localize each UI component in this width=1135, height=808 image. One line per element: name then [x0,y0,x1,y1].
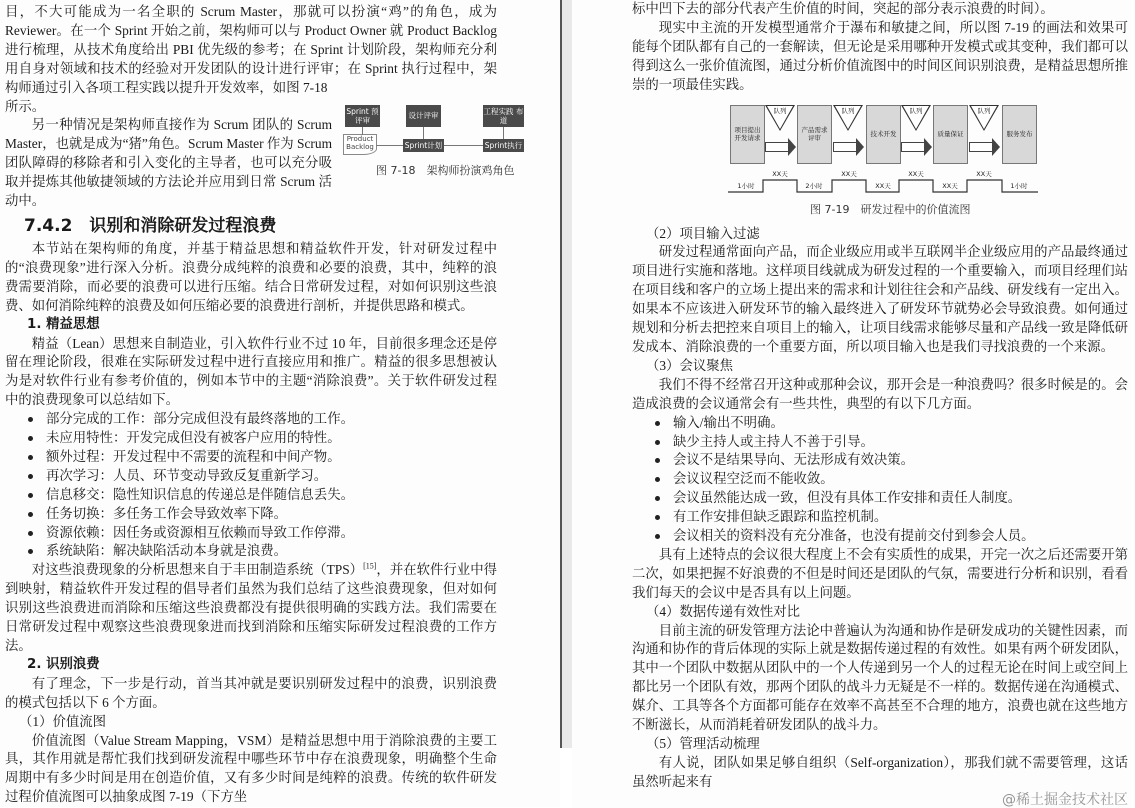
design-review-box: 设计评审 [406,105,441,127]
meeting-issues-list [632,414,1128,546]
citation: [15] [363,561,377,571]
figure-caption: 图 7-19 研发过程中的价值流图 [810,202,971,216]
paragraph: 本节站在架构师的角度，并基于精益思想和精益软件开发，针对研发过程中的“浪费现象”进行深入分析。浪费分成纯粹的浪费和必要的浪费，其中，纯粹的浪费需要消除，而必要的浪费可以进行压缩。结合日常研发过程，对如何识别这些浪费、如何消除纯粹的浪费及如何压缩必要的浪费进行剖析，并提供思路和模式。 [5,240,497,313]
paragraph: 我们不得不经常召开这种或那种会议，那开会是一种浪费吗？很多时候是的。会造成浪费的会议通常会有一些共性，典型的有以下几方面。 [632,376,1128,411]
queue-label: 队列 [841,106,855,115]
time-label: 1小时 [1010,181,1028,190]
sprint-exec-box: Sprint执行 [484,140,523,150]
list-item: 缺少主持人或主持人不善于引导。 [647,433,1128,452]
watermark: @稀土掘金技术社区 [1002,791,1128,808]
paragraph: 具有上述特点的会议很大程度上不会有实质性的成果，开完一次之后还需要开第二次，如果把握不好浪费的不但是时间还是团队的气氛，需要进行分析和识别，看看我们每天的会议中是否具有以上问题。 [632,546,1128,600]
figure-7-19 [700,99,1060,221]
paragraph: 研发过程通常面向产品，而企业级应用或半互联网半企业级应用的产品最终通过项目进行实施和落地。这样项目线就成为研发过程的一个重要输入，而项目经理们站在项目线和客户的立场上提出来的需求和计划往往会和产品线、研发线有一定出入。如果本不应该进入研发环节的输入最终进入了研发环节就势必会导致浪费。如何通过规划和分析去把控来自项目上的输入，让项目线需求能够尽量和产品线一致是降低研发成本、消除浪费的一个重要方面，所以项目输入也是我们寻找浪费的一个来源。 [632,244,1128,354]
left-page [0,0,560,807]
paragraph [5,561,497,656]
subheading: （2）项目输入过滤 [646,225,760,241]
list-item: 会议议程空泛而不能收敛。 [647,470,1128,489]
time-label: XX天 [875,181,891,190]
paragraph: 精益（Lean）思想来自制造业，引入软件行业不过 10 年，目前很多理念还是停留在理论阶段，很难在实际研发过程中进行直接应用和推广。精益的很多思想被认为是对软件行业有参考价值的，例如本节中的主题“消除浪费”。关于软件研发过程中的浪费现象可以总结如下。 [5,335,497,408]
process-box: 项目提出 开发请求 [730,105,765,164]
time-label: XX天 [908,169,924,178]
paragraph: 另一种情况是架构师直接作为 Scrum 团队的 Scrum Master，也就是成为“猪”角色。Scrum Master 作为 Scrum 团队障碍的移除者和引入变化的主导者，也可以充分吸取并提炼其他敏捷领域的方法论并应用到日常 Scrum 活动中。 [5,117,332,209]
queue-label: 队列 [977,106,991,115]
paragraph: 现实中主流的开发模型通常介于瀑布和敏捷之间，所以图 7-19 的画法和效果可能每个团队都有自己的一套解读，但无论是采用哪种开发模式或其变种，我们都可以得到这么一张价值流图，通过分析价值流图中的时间区间识别浪费，是精益思想所推崇的一项最佳实践。 [632,19,1128,92]
list-item: 任务切换：多任务工作会导致效率下降。 [20,505,497,524]
right-page [572,0,1135,808]
sprint-plan-box: Sprint计划 [404,140,443,150]
figure-caption: 图 7-18 架构师扮演鸡角色 [376,163,515,177]
paragraph: 有了理念，下一步是行动，首当其冲就是要识别研发过程中的浪费，识别浪费的模式包括以下 6 个方面。 [5,675,497,710]
paragraph: 目前主流的研发管理方法论中普遍认为沟通和协作是研发成功的关键性因素，而沟通和协作的背后体现的实际上就是数据传递过程的有效性。如果有两个研发团队，其中一个团队中数据从团队中的一个人传递到另一个人的过程无论在时间上或空间上都比另一个团队有效，那两个团队的战斗力无疑是不一样的。数据传递在沟通模式、媒介、工具等各个方面都可能存在效率不高甚至不合理的地方，浪费也就在这些地方不断滋长，从而消耗着研发团队的战斗力。 [632,622,1128,733]
time-label: XX天 [976,169,992,178]
sprint-prereview-box: Sprint 预评审 [346,106,379,125]
waste-list [5,410,497,561]
paragraph: 目，不大可能成为一名全职的 Scrum Master，那就可以扮演“鸡”的角色，成为 Reviewer。在一个 Sprint 开始之前，架构师可以与 Product Owner 就 Product Backlog 进行梳理，从技术角度给出 PBI 优先级的参考；在 Sprint 计划阶段，架构师充分利用自身对领域和技术的经验对开发团队的设计进行评审；在 Sprint 执行过程中，架构师通过引入各项工程实践以提升开发效率，如图 7-18 [5,4,497,95]
product-backlog-doc: Product Backlog [343,134,377,155]
list-item: 信息移交：隐性知识信息的传递总是伴随信息丢失。 [20,486,497,505]
list-item: 资源依赖：因任务或资源相互依赖而导致工作停滞。 [20,524,497,543]
process-box: 质量保证 [933,105,968,164]
list-item: 额外过程：开发过程中不需要的流程和中间产物。 [20,448,497,467]
time-label: 1小时 [737,181,755,190]
time-label: XX天 [942,181,958,190]
subheading: 1. 精益思想 [27,316,100,332]
paragraph: 标中凹下去的部分代表产生价值的时间，突起的部分表示浪费的时间）。 [632,1,1054,16]
list-item: 部分完成的工作：部分完成但没有最终落地的工作。 [20,410,497,429]
process-box: 技术开发 [866,105,901,164]
list-item: 未应用特性：开发完成但没有被客户应用的特性。 [20,429,497,448]
list-item: 系统缺陷：解决缺陷活动本身就是浪费。 [20,542,497,561]
list-item: 输入/输出不明确。 [647,414,1128,433]
subheading: 2. 识别浪费 [27,656,100,672]
subheading: （5）管理活动梳理 [646,736,760,751]
list-item: 会议虽然能达成一致，但没有具体工作安排和责任人制度。 [647,489,1128,508]
subheading: （3）会议聚焦 [646,357,734,373]
time-label: XX天 [841,169,857,178]
paragraph: 所示。 [5,98,46,114]
list-item: 会议不是结果导向、无法形成有效决策。 [647,451,1128,470]
time-label: XX天 [772,169,788,178]
paragraph: 价值流图（Value Stream Mapping，VSM）是精益思想中用于消除浪费的主要工具，其作用就是帮忙我们找到研发流程中哪些环节中存在浪费现象，明确整个生命周期中有多少时间是用在创造价值，又有多少时间是纯粹的浪费。传统的软件研发过程价值流图可以抽象成图 7-19（下方坐 [5,732,497,805]
page-gutter [560,0,572,748]
list-item: 会议相关的资料没有充分准备，也没有提前交付到参会人员。 [647,527,1128,546]
subheading: （1）价值流图 [19,713,107,729]
list-item: 再次学习：人员、环节变动导致反复重新学习。 [20,467,497,486]
queue-label: 队列 [909,106,923,115]
section-heading: 7.4.2 识别和消除研发过程浪费 [24,215,277,236]
process-box: 服务发布 [1002,105,1037,164]
subheading: （4）数据传递有效性对比 [646,603,800,619]
text: 对这些浪费现象的分析思想来自于丰田制造系统（TPS） [31,562,364,578]
figure-7-18 [340,102,560,184]
queue-label: 队列 [773,106,787,115]
list-item: 有工作安排但缺乏跟踪和监控机制。 [647,508,1128,527]
time-label: 2小时 [805,181,823,190]
text: ，并在软件行业中得到映射，精益软件开发过程的倡导者们虽然为我们总结了这些浪费现象，但对如何识别这些浪费进而消除和压缩这些浪费都没有提供很明确的实践方法。我们需要在日常研发过程中观察这些浪费现象进而找到消除和压缩实际研发过程浪费的工作方法。 [5,562,498,653]
process-box: 产品需求 评审 [797,105,832,164]
engineering-practice-box: 工程实践 布道 [483,106,524,125]
paragraph: 有人说，团队如果足够自组织（Self-organization），那我们就不需要管理，这话虽然听起来有 [632,754,1128,789]
